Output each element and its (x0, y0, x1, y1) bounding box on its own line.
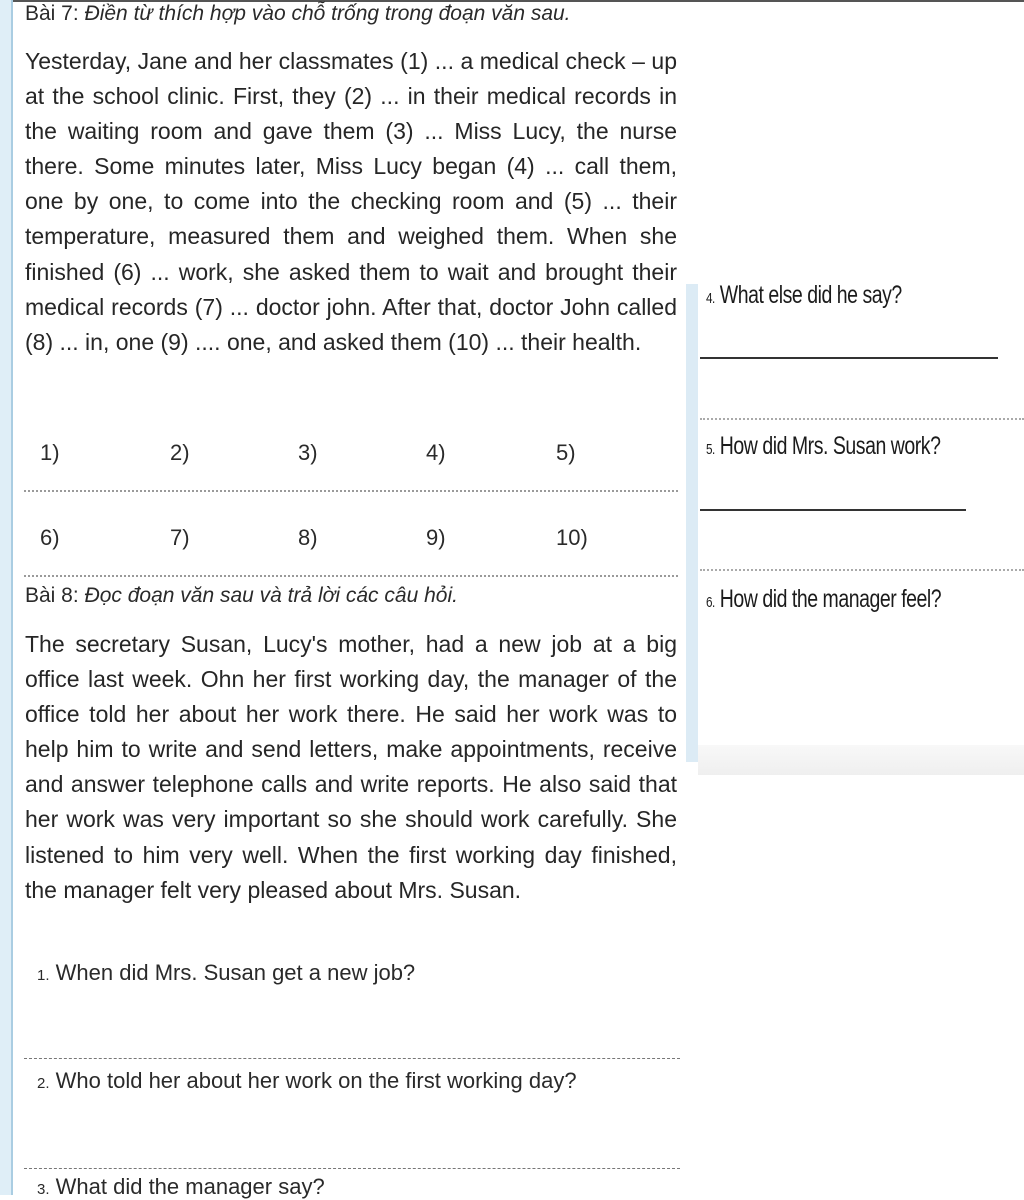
question-2-text: Who told her about her work on the first working day? (55, 1068, 577, 1093)
question-4 (706, 281, 902, 310)
question-5-text: How did Mrs. Susan work? (719, 432, 941, 460)
answer-slot-5[interactable]: 5) (556, 440, 576, 465)
question-5-number: 5. (706, 441, 715, 458)
answer-dotline-q4 (700, 418, 1024, 420)
answer-slot-3[interactable]: 3) (298, 440, 318, 465)
question-5 (706, 432, 940, 461)
answer-line-q4[interactable] (700, 357, 998, 359)
faded-area (698, 745, 1024, 775)
answer-slot-7[interactable]: 7) (170, 525, 190, 550)
exercise-8-instruction: Đọc đoạn văn sau và trả lời các câu hỏi. (84, 584, 458, 607)
exercise-8-passage: The secretary Susan, Lucy's mother, had a new job at a big office last week. Ohn her first working day, the manager of the office told her about her work there. He said her work was to help him to write and send letters, make appointments, receive and answer telephone calls and write reports. He also said that her work was very important so she should work carefully. She listened to him very well. When the first working day finished, the manager felt very pleased about Mrs. Susan. (25, 631, 677, 903)
exercise-7-passage: Yesterday, Jane and her classmates (1) ... a medical check – up at the school clinic. First, they (2) ... in their medical records in the waiting room and gave them (3) ... Miss Lucy, the nurse there. Some minutes later, Miss Lucy began (4) ... call them, one by one, to come into the checking room and (5) ... their temperature, measured them and weighed them. When she finished (6) ... work, she asked them to wait and brought their medical records (7) ... doctor john. After that, doctor John called (8) ... in, one (9) .... one, and asked them (10) ... their health. (25, 48, 677, 355)
question-4-text: What else did he say? (719, 281, 902, 309)
question-1 (37, 960, 415, 986)
answer-slot-10[interactable]: 10) (556, 525, 588, 550)
question-3 (37, 1174, 325, 1200)
question-1-text: When did Mrs. Susan get a new job? (55, 960, 416, 985)
answer-slot-9[interactable]: 9) (426, 525, 446, 550)
exercise-7-instruction: Điền từ thích hợp vào chỗ trống trong đoạn văn sau. (84, 2, 571, 25)
answer-dotline-q5 (700, 569, 1024, 571)
answer-slot-1[interactable]: 1) (40, 440, 60, 465)
question-6-text: How did the manager feel? (719, 585, 942, 613)
question-4-number: 4. (706, 290, 715, 307)
question-6-number: 6. (706, 594, 715, 611)
exercise-7-label: Bài 7: (25, 2, 85, 25)
answer-line-q5[interactable] (700, 509, 966, 511)
question-1-number: 1. (37, 967, 50, 984)
question-6 (706, 585, 941, 614)
answer-slot-4[interactable]: 4) (426, 440, 446, 465)
exercise-8-heading (25, 584, 458, 608)
left-margin-strip (0, 0, 13, 1195)
question-3-number: 3. (37, 1181, 50, 1198)
question-2-number: 2. (37, 1075, 50, 1092)
question-3-text: What did the manager say? (55, 1174, 325, 1199)
question-2 (37, 1068, 577, 1094)
answer-line-1 (24, 490, 678, 492)
answer-slot-6[interactable]: 6) (40, 525, 60, 550)
answer-line-2 (24, 575, 678, 577)
answer-slot-2[interactable]: 2) (170, 440, 190, 465)
exercise-8-label: Bài 8: (25, 584, 85, 607)
answer-slot-8[interactable]: 8) (298, 525, 318, 550)
answer-line-q2[interactable] (24, 1168, 680, 1169)
exercise-7-heading (25, 2, 571, 26)
divider-strip (686, 284, 698, 762)
answer-line-q1[interactable] (24, 1058, 680, 1059)
